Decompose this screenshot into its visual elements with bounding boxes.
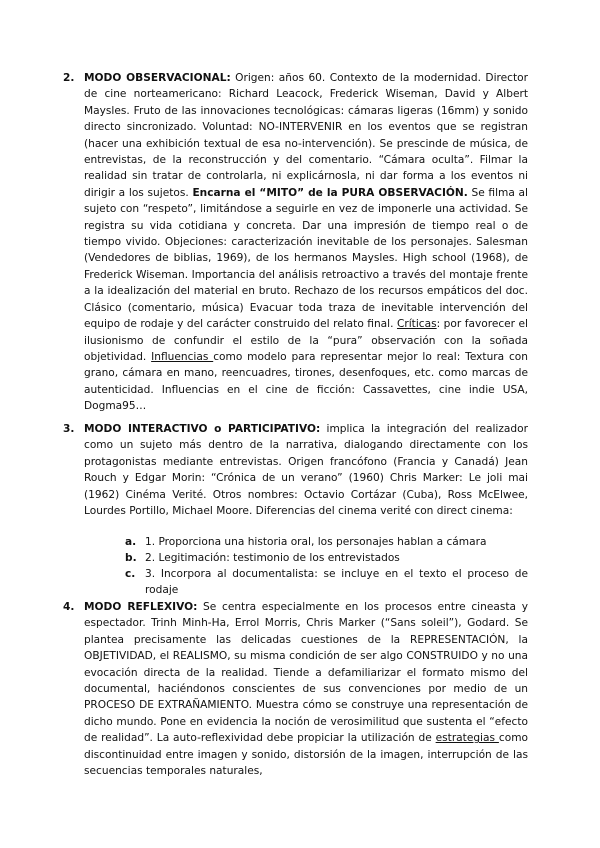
paragraph-text: Se centra especialmente en los procesos entre cineasta y espectador. Trinh Minh-Ha, Errol Morris, Chris Marker (“Sans soleil”), Godard. Se plantea precisamente las delicadas cuestiones de la REPRESENTACIÓN, la OBJETIVIDAD, el REALISMO, su misma condición de ser algo CONSTRUIDO y no una evocación directa de la realidad. Tiende a defamiliarizar el formato mismo del documental, haciéndonos conscientes de sus convenciones por medio de un PROCESO DE EXTRAÑAMIENTO. Muestra cómo se construye una representación de dicho mundo. Pone en evidencia la noción de verosimilitud que sustenta el “efecto de realidad”. La auto-reflexividad debe propiciar la utilización de — [84, 601, 528, 745]
section-modo-interactivo — [63, 421, 528, 519]
paragraph-text: Origen: años 60. Contexto de la modernidad. Director de cine norteamericano: Richard Leacock, Frederick Wiseman, David y Albert Maysles. Fruto de las innovaciones tecnológicas: cámaras ligeras (16mm) y sonido directo sincronizado. Voluntad: NO-INTERVENIR en los eventos que se registran (hacer una exhibición textual de esa no-intervención). Se prescinde de música, de entrevistas, de la reconstrucción y del comentario. “Cámara oculta”. Filmar la realidad sin tratar de controlarla, ni explicárnosla, ni dar forma a los eventos ni dirigir a los sujetos. — [84, 72, 528, 199]
paragraph-text: como discontinuidad entre imagen y sonido, distorsión de la imagen, interrupción de las secuencias temporales naturales, — [84, 732, 528, 778]
section-title: MODO INTERACTIVO o PARTICIPATIVO: — [84, 423, 321, 435]
sub-text: 2. Legitimación: testimonio de los entrevistados — [145, 552, 400, 564]
sub-item — [125, 566, 528, 599]
section-title: MODO OBSERVACIONAL: — [84, 72, 231, 84]
sub-letter: b. — [125, 552, 137, 564]
list-number: 3. — [63, 423, 75, 435]
section-modo-reflexivo — [63, 599, 528, 779]
paragraph-text: como modelo para representar mejor lo real: Textura con grano, cámara en mano, reencuadres, tirones, desenfoques, etc. como marcas de autenticidad. Influencias en el cine de ficción: Cassavettes, cine indie USA, Dogma95… — [84, 350, 528, 413]
underlined-term: estrategias — [435, 732, 499, 745]
list-number: 2. — [63, 72, 75, 84]
bold-statement: Encarna el “MITO” de la PURA OBSERVACIÓN. — [192, 186, 468, 199]
paragraph-text: Se filma al sujeto con “respeto”, limitándose a seguirle en vez de imponerle una actividad. Se registra su vida cotidiana y concreta. Dar una impresión de tiempo real o de tiempo vivido. Objeciones: caracterización inevitable de los personajes. Salesman (Vendedores de biblias, 1969), de los hermanos Maysles. High school (1968), de Frederick Wiseman. Importancia del análisis retroactivo a través del montaje frente a la idealización del material en bruto. Rechazo de los recursos empáticos del doc. Clásico (comentario, música) Evacuar toda traza de inevitable intervención del equipo de rodaje y del carácter construido del relato final. — [84, 186, 528, 331]
list-number: 4. — [63, 601, 75, 613]
sub-letter: a. — [125, 536, 137, 548]
sub-item — [125, 550, 528, 566]
sub-text: 3. Incorpora al documentalista: se incluye en el texto el proceso de rodaje — [145, 568, 528, 597]
underlined-term: Influencias — [151, 350, 214, 363]
paragraph-text: implica la integración del realizador como un sujeto más dentro de la narrativa, dialogando directamente con los protagonistas mediante entrevistas. Origen francófono (Francia y Canadá) Jean Rouch y Edgar Morin: “Crónica de un verano” (1960) Chris Marker: Le joli mai (1962) Cinéma Verité. Otros nombres: Octavio Cortázar (Cuba), Ross McElwee, Lourdes Portillo, Michael Moore. Diferencias del cinema verité con direct cinema: — [84, 423, 528, 518]
paragraph-text: : por favorecer el ilusionismo de confundir el estilo de la “pura” observación con la soñada objetividad. — [84, 318, 528, 363]
sub-letter: c. — [125, 568, 136, 580]
underlined-term: Críticas — [396, 318, 437, 331]
section-modo-observacional — [63, 70, 528, 415]
section-title: MODO REFLEXIVO: — [84, 601, 198, 613]
sub-item — [125, 534, 528, 550]
sub-text: 1. Proporciona una historia oral, los personajes hablan a cámara — [145, 536, 487, 548]
